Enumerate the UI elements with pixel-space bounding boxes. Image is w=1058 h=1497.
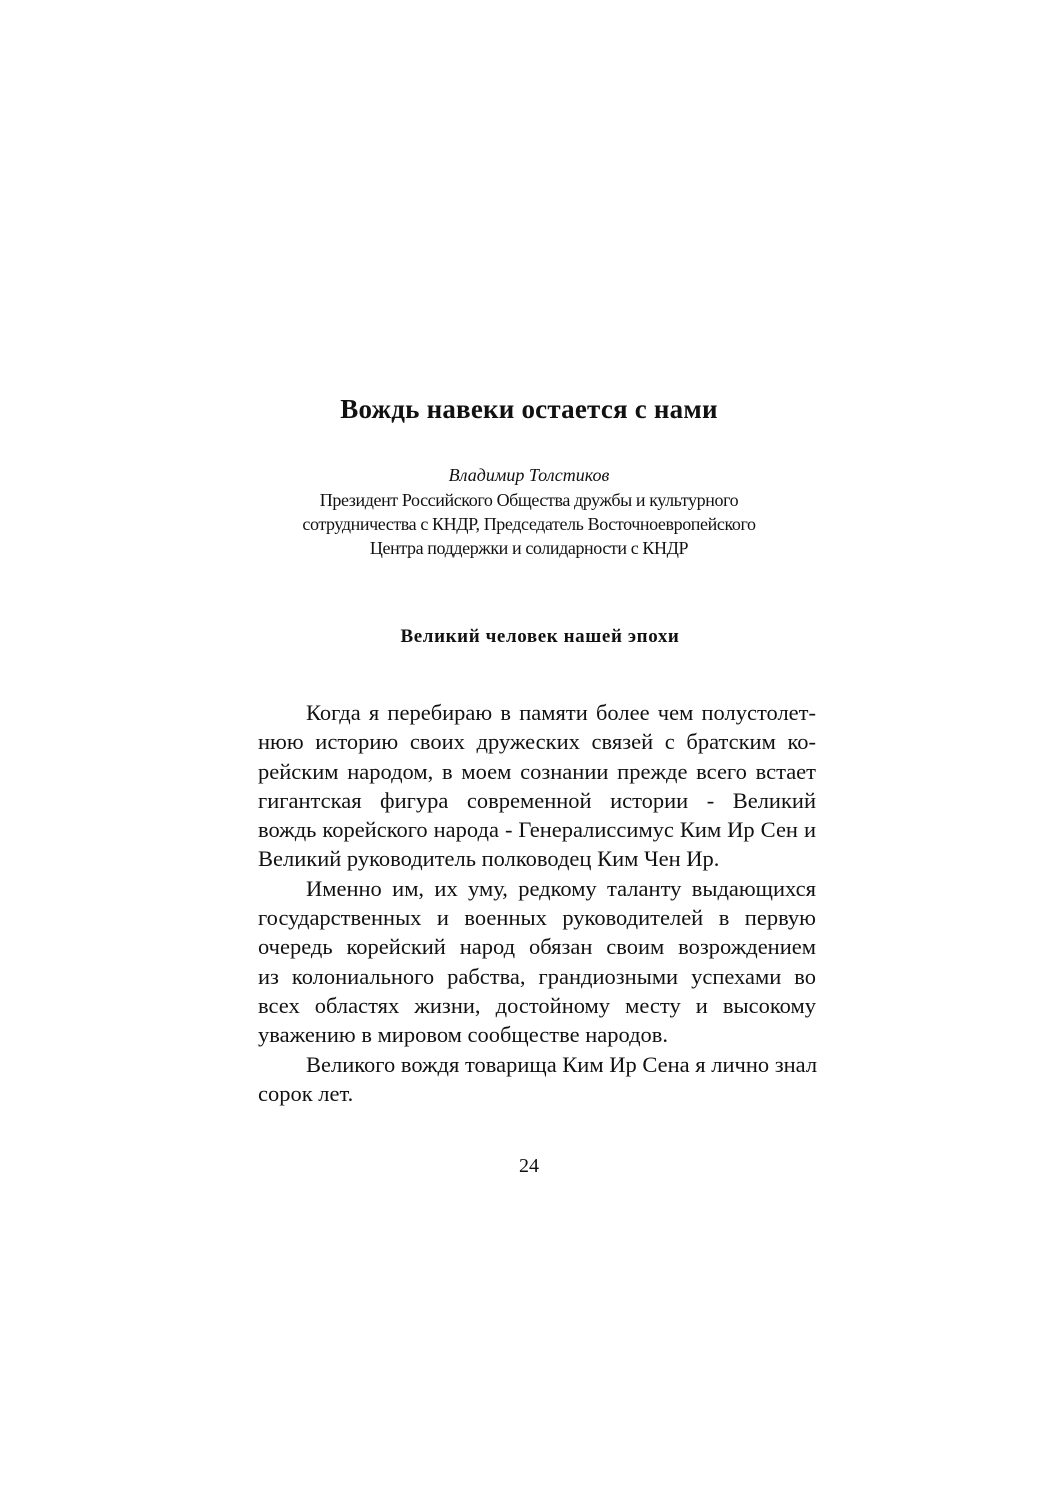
article-title: Вождь навеки остается с нами (340, 394, 718, 424)
body-line: нюю историю своих дружеских связей с братским ко- (258, 729, 816, 755)
affiliation-line: Президент Российского Общества дружбы и культурного (319, 490, 739, 510)
body-line: очередь корейский народ обязан своим возрождением (258, 934, 816, 960)
page-number: 24 (519, 1155, 539, 1177)
body-line: сорок лет. (258, 1080, 354, 1106)
body-line: Великий руководитель полководец Ким Чен Ир. (258, 846, 720, 872)
affiliation-line: сотрудничества с КНДР, Председатель Восточноевропейского (302, 514, 756, 534)
author-affiliation (0, 488, 1058, 560)
body-line: уважению в мировом сообществе народов. (258, 1022, 669, 1048)
body-line: государственных и военных руководителей в первую (258, 905, 816, 931)
body-line: вождь корейского народа - Генералиссимус Ким Ир Сен и (258, 817, 816, 843)
section-heading: Великий человек нашей эпохи (400, 626, 680, 647)
body-line: гигантская фигура современной истории - Великий (258, 787, 816, 813)
author-name: Владимир Толстиков (448, 465, 610, 485)
body-line: Великого вождя товарища Ким Ир Сена я лично знал (306, 1051, 818, 1077)
body-line: всех областях жизни, достойному месту и высокому (258, 992, 816, 1018)
body-line: Когда я перебираю в памяти более чем полустолет- (306, 700, 816, 725)
body-text (258, 698, 816, 1108)
body-line: из колониального рабства, грандиозными успехами во (258, 963, 816, 989)
affiliation-line: Центра поддержки и солидарности с КНДР (369, 538, 689, 558)
body-line: рейским народом, в моем сознании прежде всего встает (258, 758, 816, 784)
body-line: Именно им, их уму, редкому таланту выдающихся (306, 875, 816, 901)
